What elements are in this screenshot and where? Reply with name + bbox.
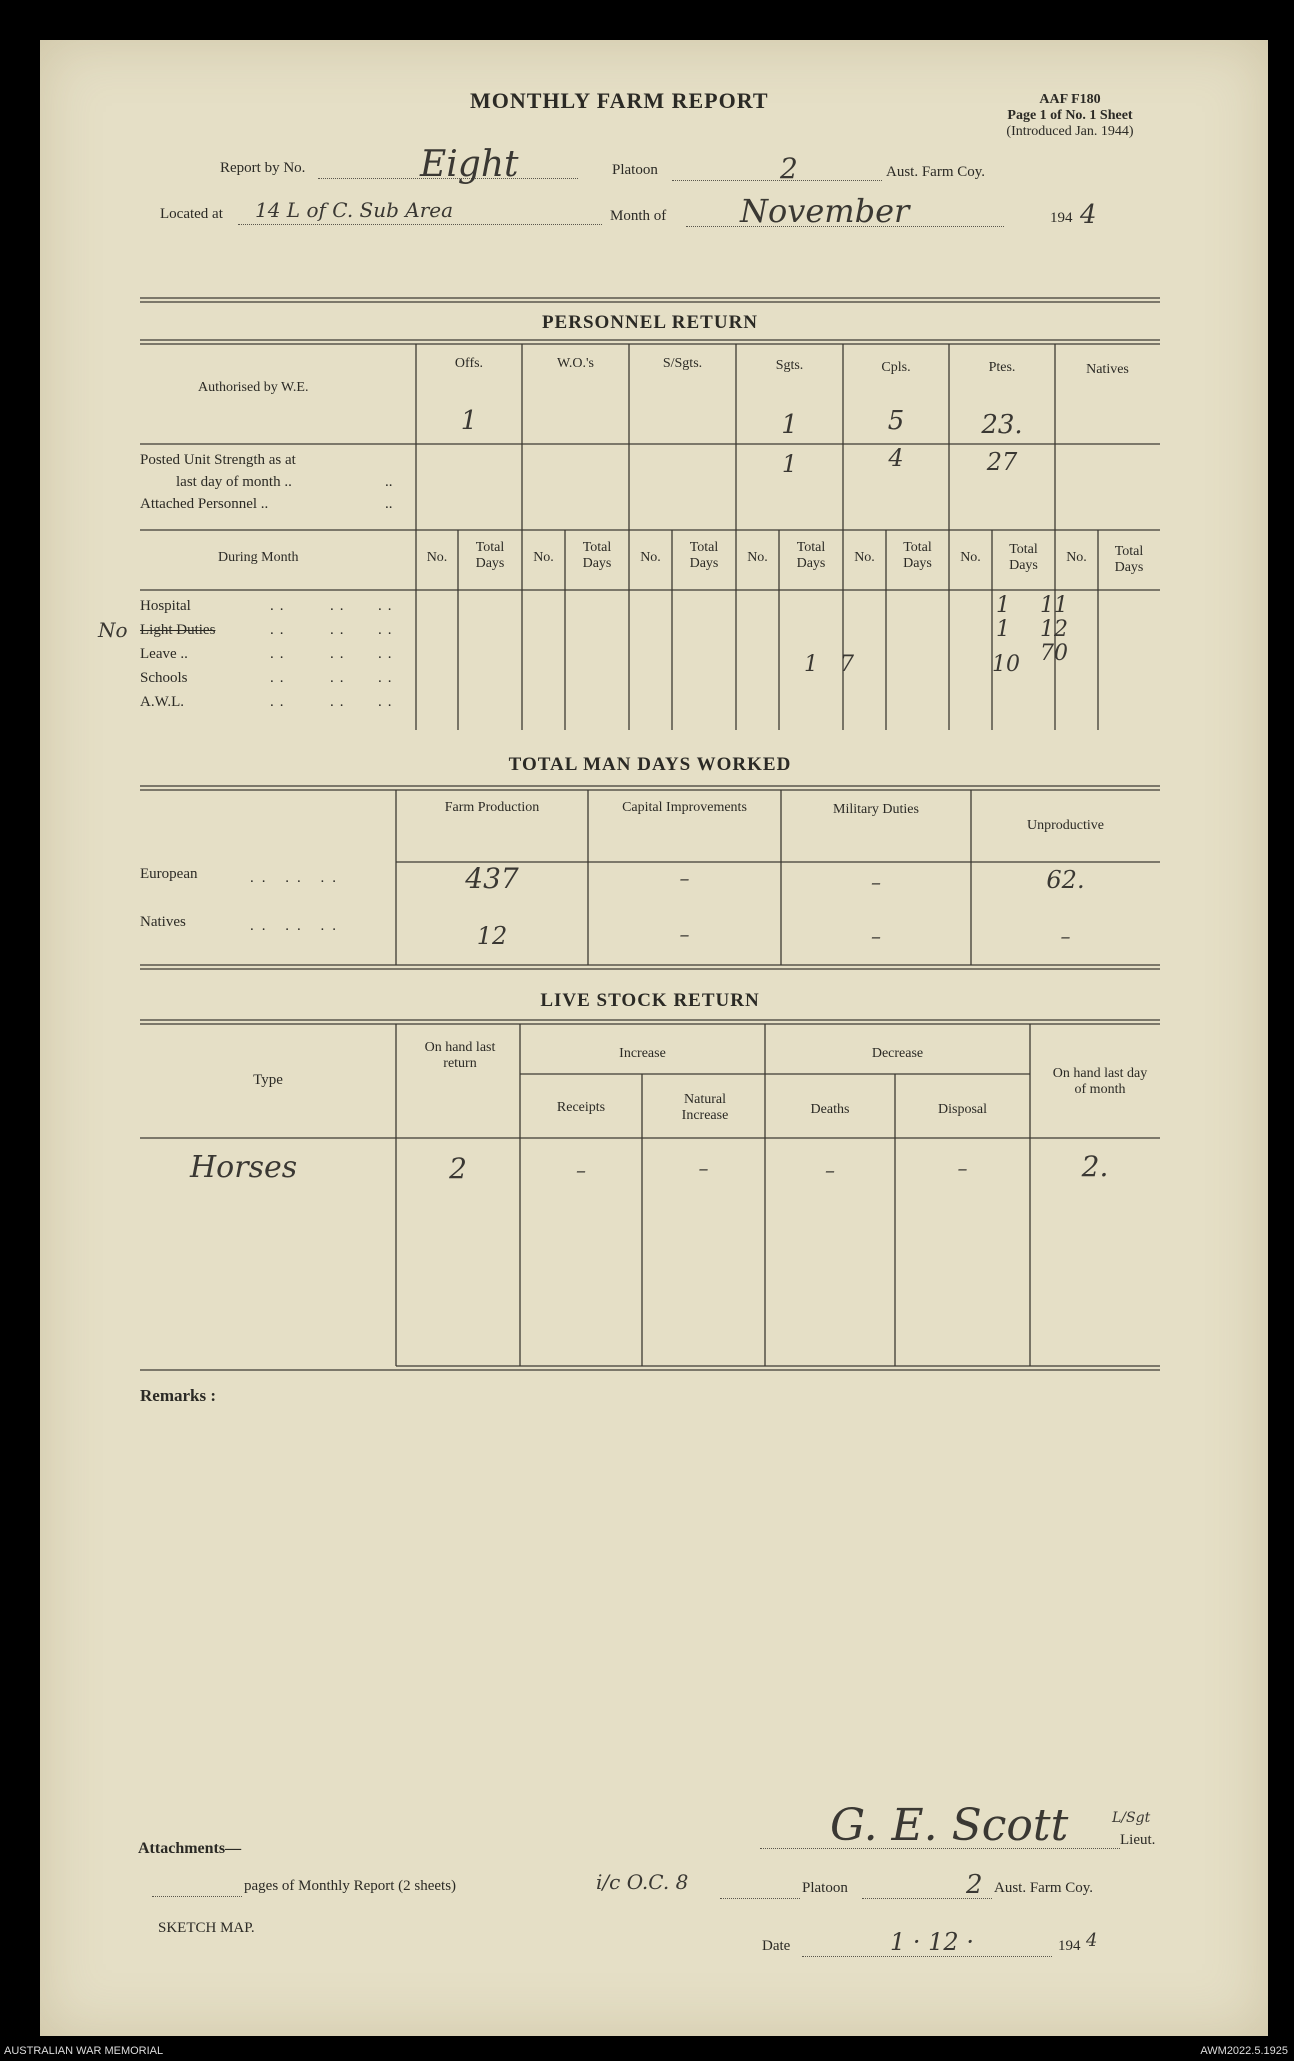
man-days-heading: TOTAL MAN DAYS WORKED	[508, 754, 792, 775]
located-value: 14 L of C. Sub Area	[255, 198, 454, 222]
on-hand-last-return: On hand last return	[424, 1040, 496, 1071]
livestock-natural-value: –	[698, 1156, 709, 1180]
pages-label: pages of Monthly Report (2 sheets)	[244, 1878, 457, 1894]
authorised-label: Authorised by W.E.	[198, 380, 309, 395]
ptes-hospital-days: 11	[1040, 593, 1068, 618]
on-hand-last-day: On hand last day of month	[1052, 1066, 1148, 1097]
auth-ptes: 23.	[981, 410, 1023, 440]
form-rulings	[40, 40, 1268, 2036]
located-label: Located at	[160, 206, 223, 222]
auth-sgts: 1	[781, 410, 798, 440]
row-schools: Schools	[140, 670, 188, 686]
coy-label: Aust. Farm Coy.	[886, 164, 986, 180]
col-farm-production: Farm Production	[444, 800, 540, 815]
col-capital-improvements: Capital Improvements	[622, 800, 747, 815]
col-ptes: Ptes.	[988, 360, 1016, 375]
ptes-hospital-no: 1	[996, 593, 1010, 618]
year-label: 194	[1050, 210, 1073, 226]
row-hospital: Hospital	[140, 598, 191, 614]
remarks-label: Remarks :	[140, 1386, 217, 1405]
natives-unproductive: –	[1060, 924, 1071, 948]
livestock-deaths-value: –	[825, 1158, 835, 1182]
posted-label-2: last day of month ..	[176, 474, 292, 490]
deaths-label: Deaths	[810, 1102, 850, 1117]
ptes-leave-no: 10	[992, 652, 1020, 677]
posted-label-1: Posted Unit Strength as at	[140, 452, 296, 468]
archive-left: AUSTRALIAN WAR MEMORIAL	[4, 2045, 164, 2057]
livestock-receipts-value: –	[576, 1158, 586, 1182]
date-year-label: 194	[1058, 1938, 1081, 1954]
livestock-disposal-value: –	[957, 1156, 968, 1180]
footer-platoon-label: Platoon	[802, 1880, 848, 1896]
decrease-label: Decrease	[871, 1046, 924, 1061]
form-page: Page 1 of No. 1 Sheet	[1007, 108, 1133, 123]
during-month-label: During Month	[218, 550, 299, 565]
col-wos: W.O.'s	[556, 356, 594, 371]
row-awl: A.W.L.	[140, 694, 185, 710]
european-capital: –	[679, 866, 690, 890]
col-military-duties: Military Duties	[833, 802, 919, 817]
form-introduced: (Introduced Jan. 1944)	[1006, 124, 1134, 139]
sketch-map-label: SKETCH MAP.	[158, 1920, 255, 1936]
european-farm: 437	[465, 862, 519, 895]
natives-capital: –	[679, 922, 690, 946]
date-label: Date	[762, 1938, 791, 1954]
oc-value: i/c O.C. 8	[596, 1870, 689, 1894]
col-cpls: Cpls.	[881, 360, 911, 375]
report-by-value: Eight	[420, 144, 519, 185]
livestock-type-value: Horses	[190, 1150, 298, 1185]
personnel-heading: PERSONNEL RETURN	[541, 312, 759, 333]
livestock-end-value: 2.	[1081, 1150, 1109, 1183]
receipts-label: Receipts	[556, 1100, 606, 1115]
date-value: 1 · 12 ·	[890, 1928, 974, 1956]
footer-platoon-value: 2	[966, 1870, 983, 1900]
form-code: AAF F180	[1039, 92, 1101, 107]
natives-military: –	[871, 924, 881, 948]
month-label: Month of	[610, 208, 667, 224]
natural-increase-label: Natural Increase	[681, 1092, 729, 1123]
lieut-annotation: L/Sgt	[1112, 1810, 1151, 1826]
ptes-light-no: 1	[996, 617, 1010, 642]
natives-farm: 12	[476, 922, 508, 950]
auth-offs: 1	[460, 406, 478, 436]
row-natives: Natives	[140, 914, 186, 930]
col-sgts: Sgts.	[775, 358, 804, 373]
no-header: No.	[426, 550, 448, 565]
col-ssgts: S/Sgts.	[662, 356, 703, 371]
year-value: 4	[1080, 200, 1097, 230]
row-leave: Leave ..	[140, 646, 188, 662]
platoon-value: 2	[780, 152, 798, 185]
posted-ptes: 27	[986, 448, 1018, 476]
footer-coy-label: Aust. Farm Coy.	[994, 1880, 1094, 1896]
attached-label: Attached Personnel ..	[140, 496, 269, 512]
ptes-light-days: 12	[1040, 617, 1068, 642]
col-unproductive: Unproductive	[1027, 818, 1104, 833]
date-year-value: 4	[1086, 1930, 1098, 1951]
attachments-label: Attachments—	[138, 1840, 242, 1857]
form-title: MONTHLY FARM REPORT	[470, 88, 769, 113]
form-sheet: MONTHLY FARM REPORT AAF F180 Page 1 of No. 1 Sheet (Introduced Jan. 1944) Report by No. Eight Platoon 2 Aust. Farm Coy. Located at 14 L of C. Sub Area Month of November 194 4 PERSONNEL RETURN Authorised by W.E. Offs. W.O.'s S/Sgts. Sgts. Cpls. Ptes. Natives 1 1 5 23. Posted Unit Strength as at last day of month .. .. Attached Personnel .. .. 1 4 27 During Month No. Total Days No. Total Days No. Total Days No. Total Days No. Total Days No. Total Days No. Total Days Hospital Light Duties Leave .. Schools A.W.L. .. .. .. .. .. .. .. .. .. .. .. .. .. .. .. No 1 7 1 1 10 11 12 70 TOTAL MAN DAYS WORKED Farm Production Capital Improvements Military Duties Unproductive European .. .. .. Natives .. .. .. 437 – – 62. 12 – – – LIVE STOCK RETURN Type On hand last return Increase Receipts Natural Increase Decrease Deaths Disposal On hand last day of month Horses 2 – – – – 2. Remarks : G. E. Scott L/Sgt Lieut. Attachments— pages of Monthly Report (2 sheets) i/c O.C. 8 Platoon 2 Aust. Farm Coy. SKETCH MAP. Date 1 · 12 · 194 4	[40, 40, 1268, 2036]
livestock-heading: LIVE STOCK RETURN	[540, 990, 760, 1011]
sgts-leave-no: 1	[804, 652, 818, 677]
auth-cpls: 5	[887, 406, 905, 436]
european-military: –	[871, 870, 881, 894]
increase-label: Increase	[619, 1046, 666, 1061]
signature: G. E. Scott	[830, 1800, 1069, 1851]
sgts-leave-days: 7	[840, 652, 854, 677]
posted-sgts: 1	[781, 450, 798, 478]
row-light-duties: Light Duties	[140, 622, 216, 638]
livestock-on-hand-value: 2	[449, 1152, 467, 1185]
posted-cpls: 4	[888, 444, 904, 472]
disposal-label: Disposal	[938, 1102, 987, 1117]
lieut-label: Lieut.	[1120, 1832, 1156, 1848]
no-annotation: No	[98, 618, 128, 642]
type-label: Type	[253, 1072, 283, 1088]
row-european: European	[140, 866, 198, 882]
archive-right: AWM2022.5.1925	[1200, 2045, 1288, 2057]
month-value: November	[740, 192, 910, 230]
report-by-label: Report by No.	[220, 160, 306, 176]
european-unproductive: 62.	[1046, 866, 1085, 894]
ptes-leave-days: 70	[1040, 641, 1068, 666]
col-offs: Offs.	[454, 356, 484, 371]
platoon-label: Platoon	[612, 162, 658, 178]
col-natives: Natives	[1086, 362, 1129, 377]
